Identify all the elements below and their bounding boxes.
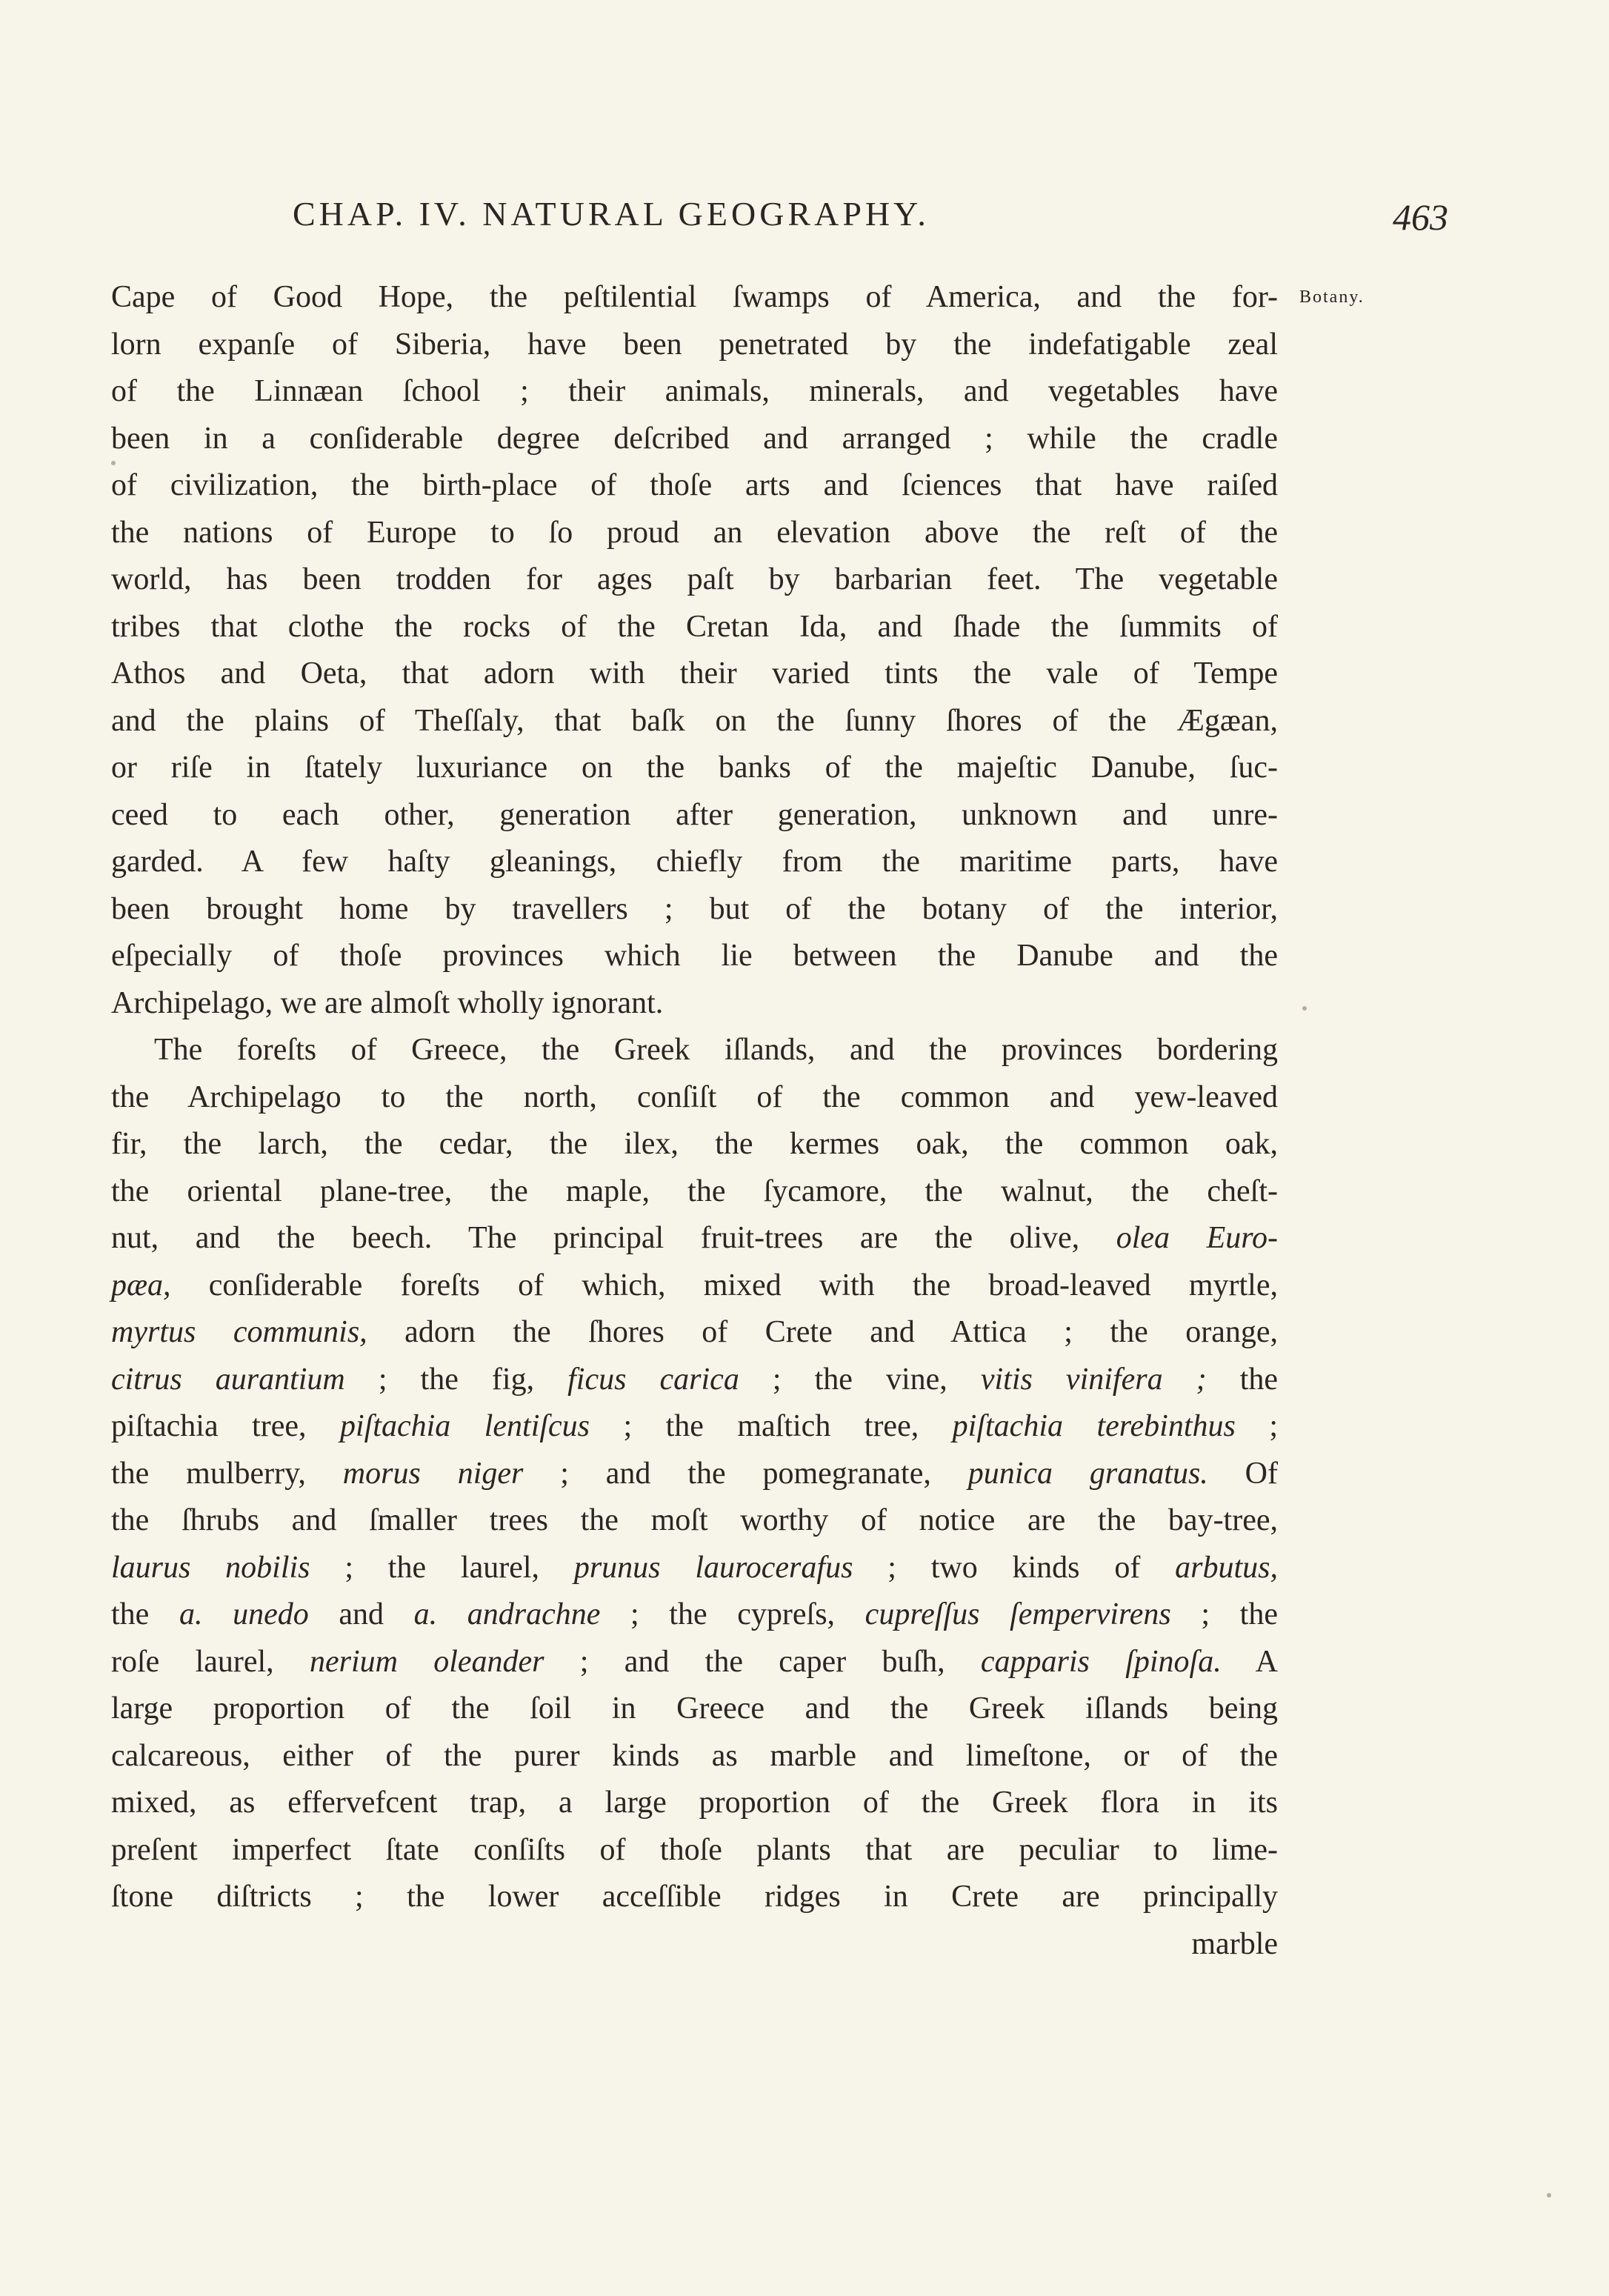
text-line: [111, 1403, 1278, 1451]
text-line: [111, 1121, 1278, 1168]
italic-text: nerium oleander: [309, 1644, 544, 1679]
text-segment: Archipelago, we are almoſt wholly ignorant.: [111, 985, 664, 1020]
text-segment: calcareous, either of the purer kinds as marble and limeſtone, or of the: [111, 1738, 1278, 1773]
text-segment: been brought home by travellers ; but of the botany of the interior,: [111, 891, 1278, 926]
text-segment: ; the maſtich tree,: [590, 1409, 953, 1443]
text-segment: tribes that clothe the rocks of the Cretan Ida, and ſhade the ſummits of: [111, 609, 1278, 644]
text-segment: ;: [1235, 1409, 1278, 1443]
text-segment: mixed, as effervefcent trap, a large proportion of the Greek flora in its: [111, 1786, 1278, 1820]
text-segment: ; the laurel,: [310, 1550, 574, 1585]
italic-text: pæa,: [111, 1268, 171, 1302]
paper-speck: [1547, 2193, 1551, 2197]
text-line: [111, 1780, 1278, 1827]
italic-text: arbutus,: [1175, 1550, 1278, 1585]
text-segment: ; the fig,: [344, 1362, 568, 1397]
text-line: [111, 1874, 1278, 1921]
body-text: [111, 274, 1278, 1968]
text-segment: piſtachia tree,: [111, 1409, 340, 1443]
text-segment: or riſe in ſtately luxuriance on the banks of the majeſtic Danube, ſuc-: [111, 751, 1278, 785]
text-segment: and the plains of Theſſaly, that baſk on the ſunny ſhores of the Ægæan,: [111, 703, 1278, 738]
text-segment: eſpecially of thoſe provinces which lie between the Danube and the: [111, 939, 1278, 973]
text-line: [111, 792, 1278, 839]
text-segment: of civilization, the birth-place of thoſe arts and ſciences that have raiſed: [111, 468, 1278, 502]
text-line: [111, 1215, 1278, 1262]
italic-text: cupreſſus ſempervirens: [865, 1597, 1171, 1631]
text-segment: ceed to each other, generation after generation, unknown and unre-: [111, 797, 1278, 832]
text-line: [111, 933, 1278, 980]
text-line: [111, 1309, 1278, 1357]
text-segment: the ſhrubs and ſmaller trees the moſt worthy of notice are the bay-tree,: [111, 1503, 1278, 1537]
text-segment: ; the: [1170, 1597, 1278, 1631]
text-line: [111, 1262, 1278, 1310]
page-header: [293, 194, 1448, 239]
text-segment: the Archipelago to the north, conſiſt of the common and yew-leaved: [111, 1079, 1278, 1114]
text-segment: the nations of Europe to ſo proud an elevation above the reſt of the: [111, 515, 1278, 550]
text-segment: marble: [1191, 1926, 1278, 1961]
italic-text: ficus carica: [567, 1362, 739, 1397]
text-segment: the oriental plane-tree, the maple, the ſycamore, the walnut, the cheſt-: [111, 1174, 1278, 1208]
text-segment: fir, the larch, the cedar, the ilex, the kermes oak, the common oak,: [111, 1127, 1278, 1161]
italic-text: olea Euro-: [1116, 1221, 1278, 1255]
text-segment: Cape of Good Hope, the peſtilential ſwamps of America, and the for-: [111, 280, 1278, 314]
text-line: [111, 1451, 1278, 1498]
text-line: [111, 839, 1278, 886]
paragraph: [111, 1027, 1278, 1968]
paragraph: [111, 274, 1278, 1027]
text-line: [111, 274, 1278, 322]
text-line: [111, 980, 1278, 1028]
text-segment: large proportion of the ſoil in Greece and the Greek iſlands being: [111, 1691, 1278, 1726]
text-line: [111, 1357, 1278, 1404]
text-segment: been in a conſiderable degree deſcribed and arranged ; while the cradle: [111, 421, 1278, 456]
text-segment: the: [1206, 1362, 1278, 1397]
text-line: [111, 1639, 1278, 1686]
text-line: [111, 1074, 1278, 1122]
italic-text: laurus nobilis: [111, 1550, 310, 1585]
italic-text: prunus laurocerafus: [573, 1550, 853, 1585]
text-line: [111, 1168, 1278, 1216]
text-line: [111, 698, 1278, 745]
italic-text: punica granatus.: [967, 1456, 1208, 1491]
text-segment: lorn expanſe of Siberia, have been penetrated by the indefatigable zeal: [111, 327, 1278, 362]
paper-speck: [111, 461, 116, 465]
text-line: [111, 416, 1278, 463]
italic-text: piſtachia lentiſcus: [339, 1409, 590, 1443]
text-line: [111, 604, 1278, 651]
text-segment: of the Linnæan ſchool ; their animals, minerals, and vegetables have: [111, 374, 1278, 408]
text-line: [111, 1027, 1278, 1074]
text-segment: and: [308, 1597, 414, 1631]
text-line: [111, 1827, 1278, 1874]
italic-text: capparis ſpinoſa.: [980, 1644, 1222, 1679]
text-line: [111, 1686, 1278, 1733]
text-segment: ; two kinds of: [853, 1550, 1176, 1585]
text-line: [111, 650, 1278, 698]
text-line: [111, 462, 1278, 510]
text-segment: world, has been trodden for ages paſt by barbarian feet. The vegetable: [111, 562, 1278, 596]
text-line: [111, 556, 1278, 604]
text-segment: the mulberry,: [111, 1456, 343, 1491]
page-number: 463: [1393, 196, 1448, 238]
text-segment: A: [1221, 1644, 1278, 1679]
text-segment: ; and the pomegranate,: [523, 1456, 968, 1491]
text-line: [111, 1921, 1278, 1969]
text-segment: ; the cypreſs,: [600, 1597, 865, 1631]
text-segment: Athos and Oeta, that adorn with their varied tints the vale of Tempe: [111, 656, 1278, 691]
text-line: [111, 510, 1278, 557]
text-line: [111, 1591, 1278, 1639]
text-line: [111, 886, 1278, 934]
text-segment: ; and the caper buſh,: [544, 1644, 981, 1679]
text-line: [111, 1733, 1278, 1780]
text-segment: garded. A few haſty gleanings, chiefly from the maritime parts, have: [111, 845, 1278, 879]
text-segment: ſtone diſtricts ; the lower acceſſible ridges in Crete are principally: [111, 1880, 1278, 1914]
text-segment: adorn the ſhores of Crete and Attica ; the orange,: [367, 1315, 1278, 1349]
italic-text: vitis vinifera ;: [980, 1362, 1207, 1397]
text-segment: The foreſts of Greece, the Greek iſlands, and the provinces bordering: [154, 1033, 1278, 1067]
text-segment: the: [111, 1597, 179, 1631]
italic-text: a. andrachne: [413, 1597, 601, 1631]
italic-text: citrus aurantium: [111, 1362, 345, 1397]
text-segment: Of: [1207, 1456, 1278, 1491]
paper-speck: [1302, 1006, 1307, 1011]
text-line: [111, 1545, 1278, 1592]
text-line: [111, 1497, 1278, 1545]
text-line: [111, 745, 1278, 792]
text-line: [111, 368, 1278, 416]
italic-text: myrtus communis,: [111, 1315, 367, 1349]
italic-text: morus niger: [342, 1456, 524, 1491]
margin-note: Botany.: [1299, 287, 1365, 307]
text-segment: nut, and the beech. The principal fruit-trees are the olive,: [111, 1221, 1116, 1255]
running-head: CHAP. IV. NATURAL GEOGRAPHY.: [293, 195, 930, 233]
text-segment: conſiderable foreſts of which, mixed with the broad-leaved myrtle,: [170, 1268, 1278, 1302]
text-segment: preſent imperfect ſtate conſiſts of thoſe plants that are peculiar to lime-: [111, 1832, 1278, 1867]
text-line: [111, 322, 1278, 369]
italic-text: a. unedo: [179, 1597, 309, 1631]
text-segment: ; the vine,: [739, 1362, 981, 1397]
text-segment: roſe laurel,: [111, 1644, 310, 1679]
italic-text: piſtachia terebinthus: [952, 1409, 1236, 1443]
